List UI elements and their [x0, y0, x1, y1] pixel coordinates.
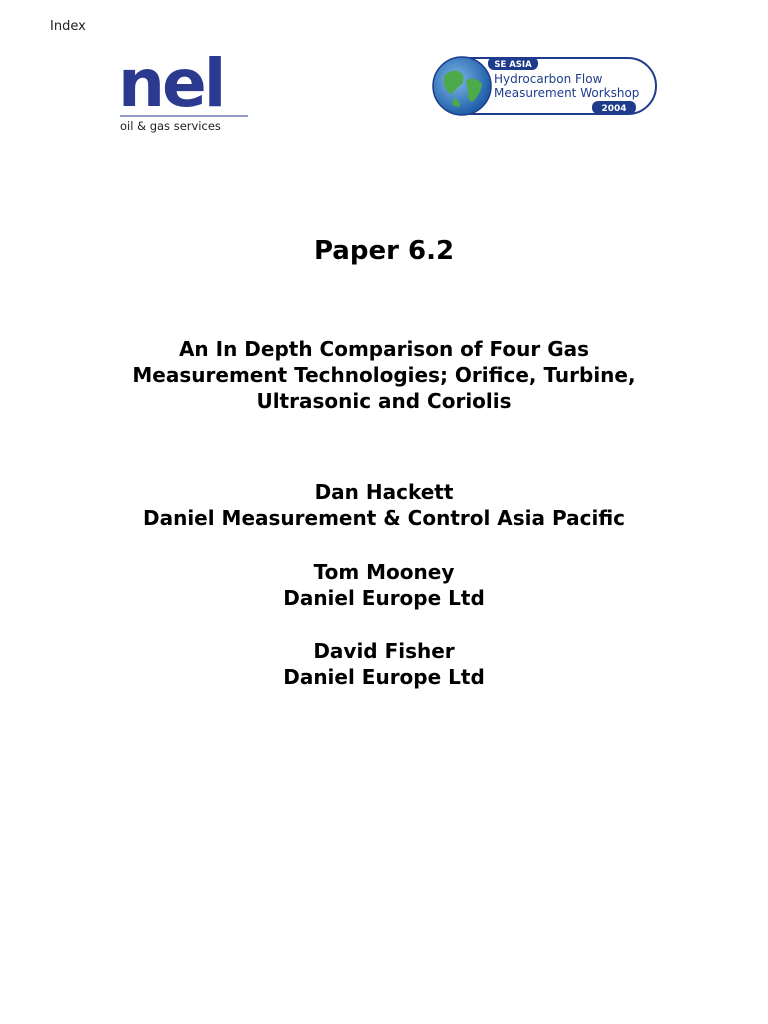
workshop-logo — [430, 54, 662, 118]
paper-title-line: An In Depth Comparison of Four Gas — [178, 337, 590, 361]
author-affiliation: Daniel Europe Ltd — [283, 665, 485, 689]
paper-number: Paper 6.2 — [313, 236, 455, 266]
workshop-year: 2004 — [601, 104, 627, 114]
workshop-line1: Hydrocarbon Flow — [494, 72, 603, 86]
author-affiliation: Daniel Measurement & Control Asia Pacific — [142, 506, 626, 530]
nel-wordmark: nel — [118, 45, 224, 122]
workshop-badge: SE ASIA — [494, 60, 532, 70]
author-affiliation: Daniel Europe Ltd — [283, 586, 485, 610]
author-block — [0, 559, 768, 611]
paper-title — [84, 336, 684, 414]
author-name: David Fisher — [313, 639, 455, 663]
index-link[interactable]: Index — [50, 19, 86, 34]
nel-tagline: oil & gas services — [120, 119, 221, 133]
globe-icon — [433, 57, 491, 115]
author-name: Dan Hackett — [314, 480, 454, 504]
paper-title-line: Measurement Technologies; Orifice, Turbine, — [132, 363, 636, 387]
author-name: Tom Mooney — [313, 560, 455, 584]
author-block — [0, 479, 768, 531]
workshop-line2: Measurement Workshop — [494, 86, 640, 100]
paper-title-line: Ultrasonic and Coriolis — [256, 389, 512, 413]
author-block — [0, 638, 768, 690]
nel-logo — [108, 34, 258, 144]
